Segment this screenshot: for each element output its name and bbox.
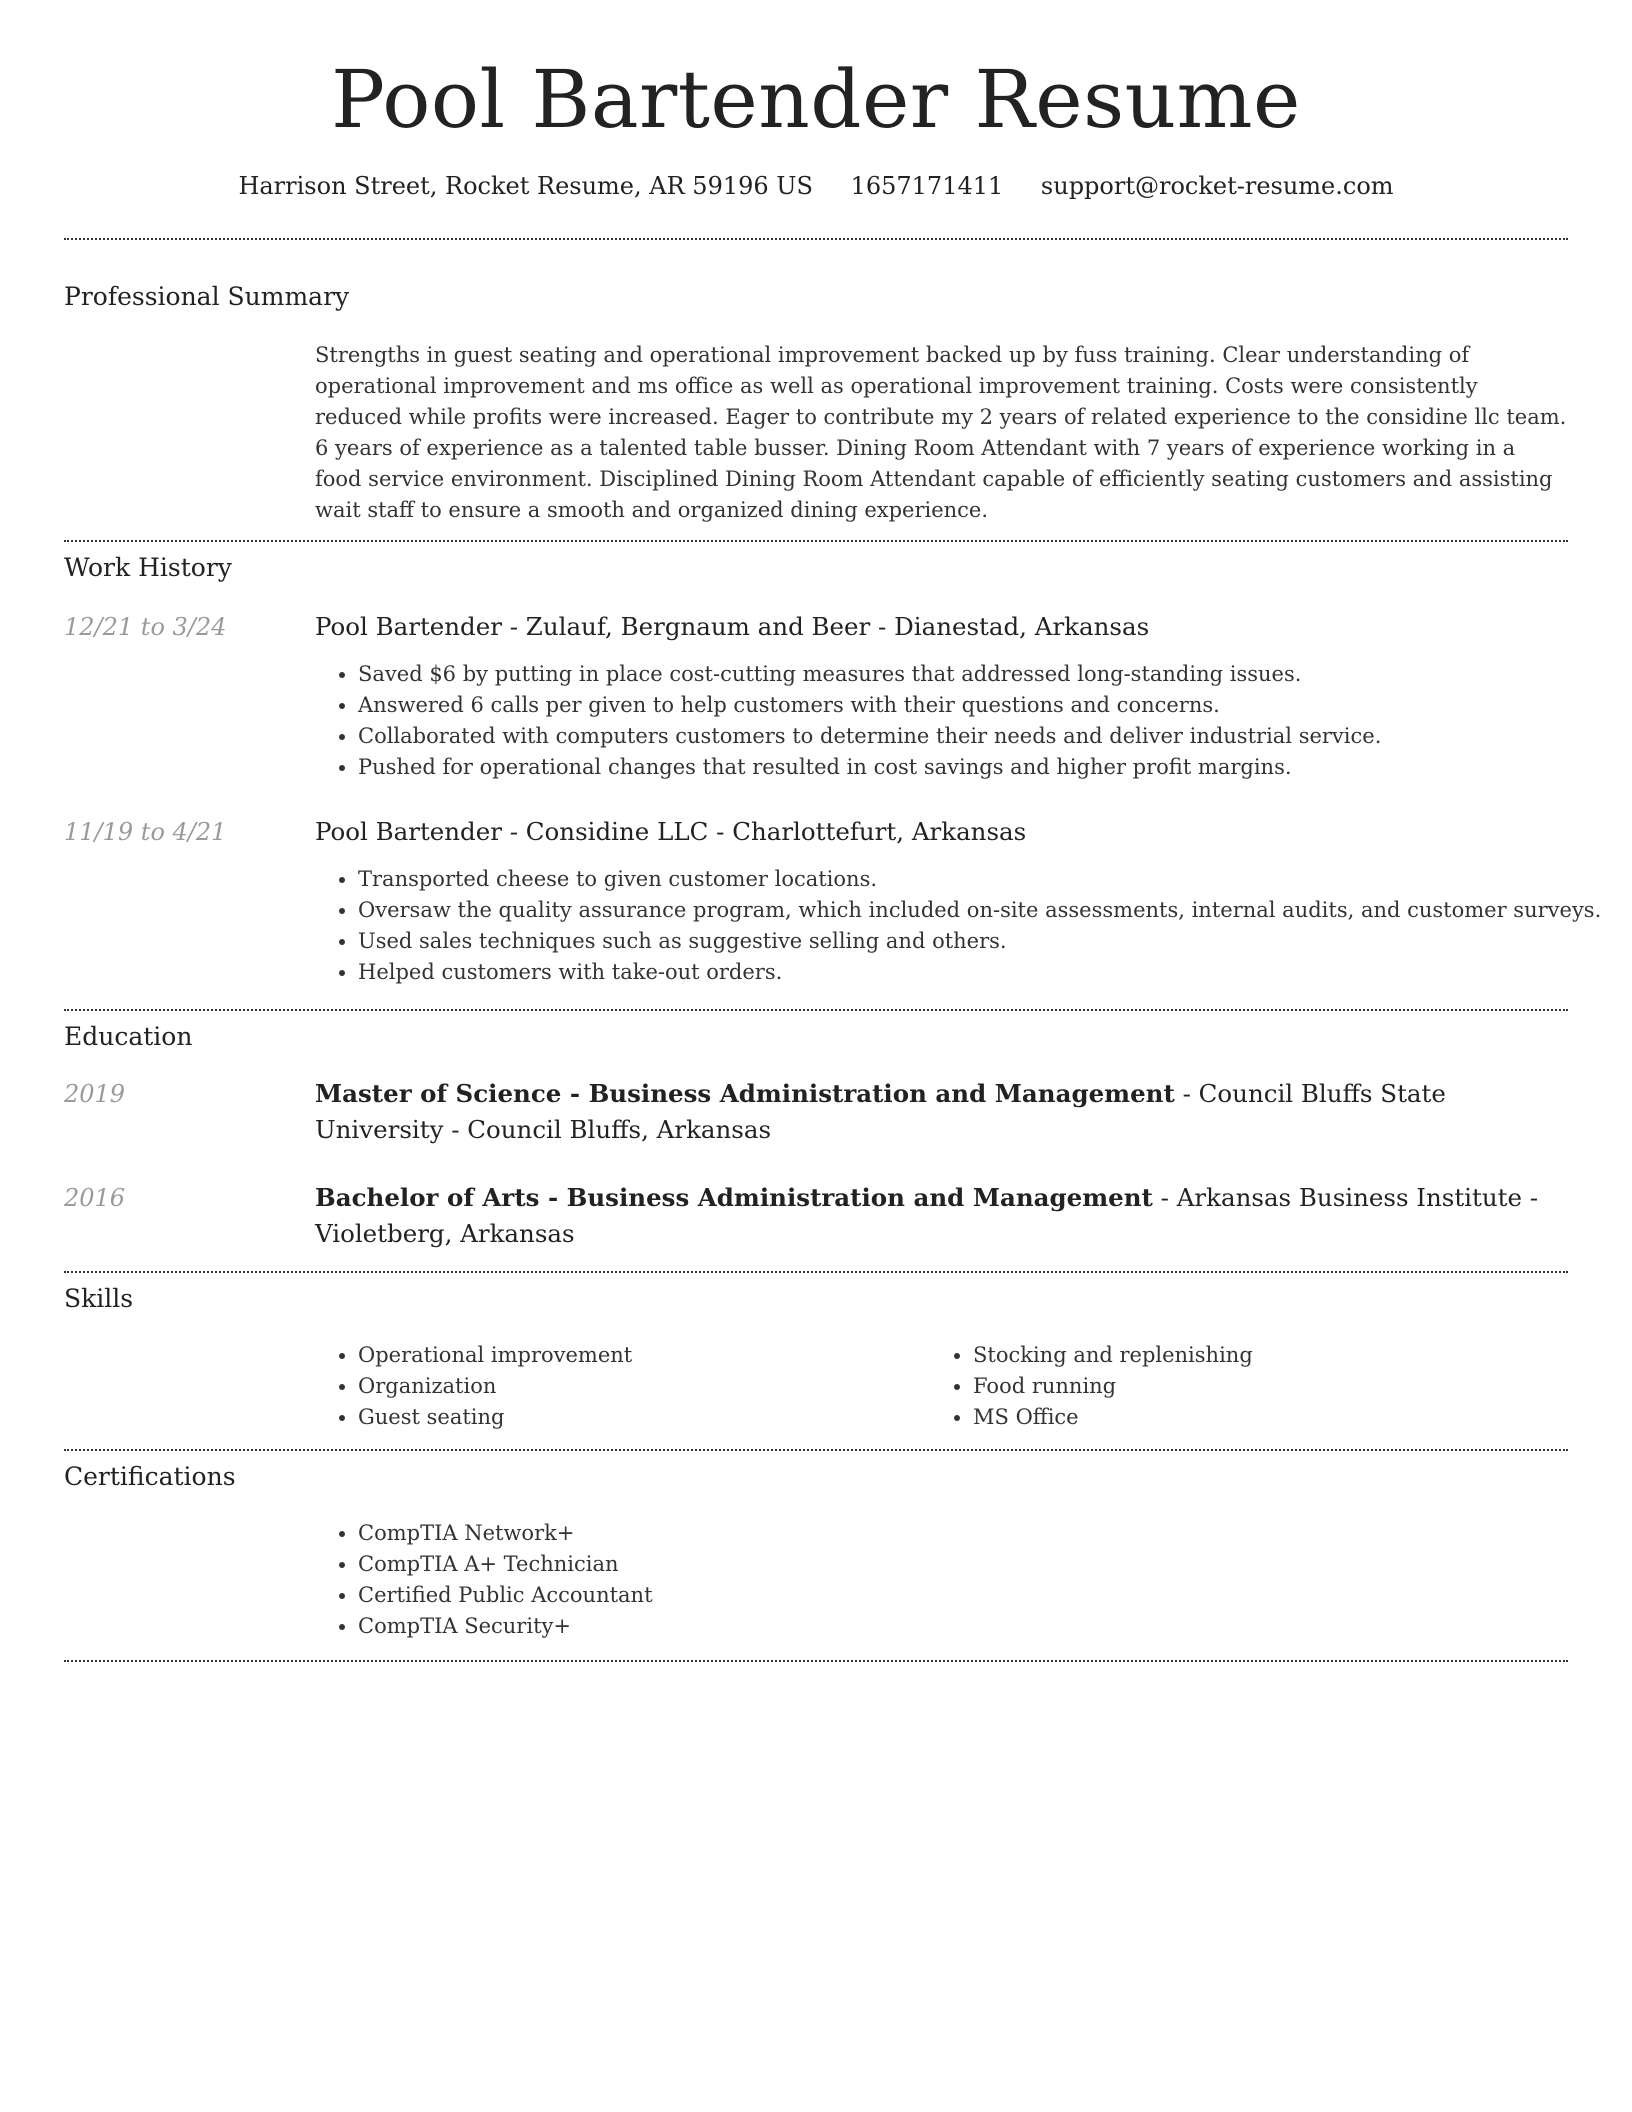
job-bullet: • Helped customers with take-out orders. <box>358 957 1601 988</box>
skills-column-1 <box>314 1340 632 1433</box>
job-bullet: • Answered 6 calls per given to help customers with their questions and concerns. <box>358 690 1381 721</box>
job-bullet: • Saved $6 by putting in place cost-cutting measures that addressed long-standing issues. <box>358 659 1381 690</box>
skill-item: • Operational improvement <box>358 1340 632 1371</box>
contact-email: support@rocket-resume.com <box>1040 172 1394 200</box>
skill-item: • Organization <box>358 1371 632 1402</box>
skill-item: • Food running <box>973 1371 1253 1402</box>
job-title: Pool Bartender - Zulauf, Bergnaum and Beer - Dianestad, Arkansas <box>315 612 1150 641</box>
education-year: 2016 <box>64 1184 126 1212</box>
job-bullet: • Oversaw the quality assurance program, which included on-site assessments, internal audits, and customer surveys. <box>358 895 1601 926</box>
job-bullet: • Transported cheese to given customer locations. <box>358 864 1601 895</box>
job-dates: 11/19 to 4/21 <box>64 818 227 846</box>
section-divider <box>64 540 1568 542</box>
contact-phone: 1657171411 <box>850 172 1004 200</box>
job-dates: 12/21 to 3/24 <box>64 613 227 641</box>
certification-item: • CompTIA Network+ <box>358 1518 653 1549</box>
certifications-list <box>314 1518 653 1642</box>
skills-column-2 <box>929 1340 1253 1433</box>
section-divider <box>64 238 1568 240</box>
contact-line <box>0 169 1632 203</box>
job-bullets <box>314 864 1601 988</box>
section-divider <box>64 1449 1568 1451</box>
contact-address: Harrison Street, Rocket Resume, AR 59196 US <box>238 172 813 200</box>
job-bullet: • Pushed for operational changes that resulted in cost savings and higher profit margins. <box>358 752 1381 783</box>
education-degree: Master of Science - Business Administration and Management <box>315 1079 1175 1108</box>
skill-item: • Guest seating <box>358 1402 632 1433</box>
section-title-skills: Skills <box>64 1284 134 1313</box>
section-title-work: Work History <box>64 553 232 582</box>
summary-text: Strengths in guest seating and operational improvement backed up by fuss training. Clear understanding of operational improvement and ms office as well as operational improvement training. Costs were consistently reduced while profits were increased. Eager to contribute my 2 years of related experience to the considine llc team. 6 years of experience as a talented table busser. Dining Room Attendant with 7 years of experience working in a food service environment. Disciplined Dining Room Attendant capable of efficiently seating customers and assisting wait staff to ensure a smooth and organized dining experience. <box>315 343 1567 522</box>
resume-title: Pool Bartender Resume <box>331 53 1301 146</box>
education-entry <box>315 1180 1573 1252</box>
education-degree: Bachelor of Arts - Business Administration and Management <box>315 1183 1153 1212</box>
section-title-education: Education <box>64 1022 193 1051</box>
skill-item: • Stocking and replenishing <box>973 1340 1253 1371</box>
section-divider <box>64 1271 1568 1273</box>
certification-item: • CompTIA Security+ <box>358 1611 653 1642</box>
education-school: - Council Bluffs State University - Council Bluffs, Arkansas <box>315 1079 1446 1144</box>
section-title-certifications: Certifications <box>64 1462 236 1491</box>
section-title-summary: Professional Summary <box>64 282 350 311</box>
education-year: 2019 <box>64 1080 126 1108</box>
section-divider <box>64 1660 1568 1662</box>
skill-item: • MS Office <box>973 1402 1253 1433</box>
education-entry <box>315 1076 1573 1148</box>
certification-item: • CompTIA A+ Technician <box>358 1549 653 1580</box>
education-school: - Arkansas Business Institute - Violetberg, Arkansas <box>315 1183 1539 1248</box>
section-divider <box>64 1009 1568 1011</box>
job-bullet: • Collaborated with computers customers to determine their needs and deliver industrial service. <box>358 721 1381 752</box>
job-bullet: • Used sales techniques such as suggestive selling and others. <box>358 926 1601 957</box>
certification-item: • Certified Public Accountant <box>358 1580 653 1611</box>
job-bullets <box>314 659 1381 783</box>
job-title: Pool Bartender - Considine LLC - Charlottefurt, Arkansas <box>315 817 1027 846</box>
